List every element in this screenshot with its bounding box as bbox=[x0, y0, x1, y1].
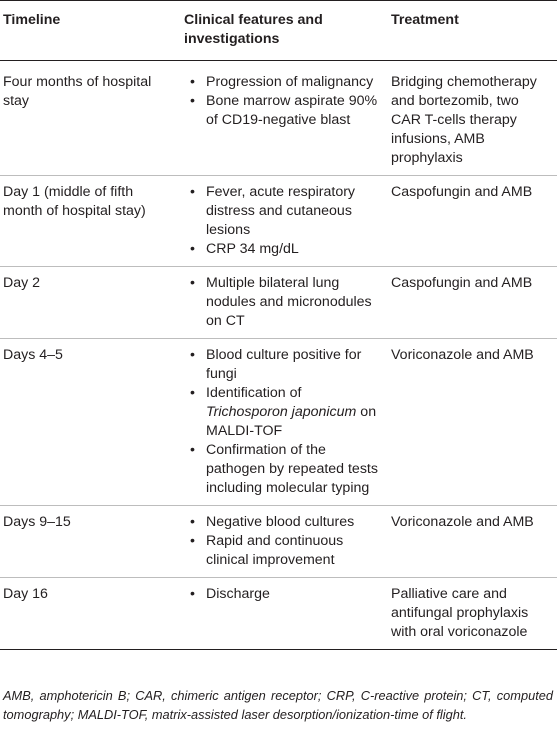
feature-item: • CRP 34 mg/dL bbox=[190, 241, 299, 257]
table-header-row bbox=[0, 1, 557, 61]
table-row bbox=[0, 176, 557, 267]
treatment-cell: Voriconazole and AMB bbox=[391, 514, 534, 530]
bullet-icon: • bbox=[190, 275, 195, 291]
bullet-icon: • bbox=[190, 241, 195, 257]
bullet-icon: • bbox=[190, 385, 195, 401]
timeline-cell: Days 9–15 bbox=[3, 514, 71, 530]
table-row bbox=[0, 506, 557, 578]
table-footnote: AMB, amphotericin B; CAR, chimeric antigen receptor; CRP, C-reactive protein; CT, computed tomography; MALDI-TOF, matrix-assisted laser desorption/ionization-time of flight. bbox=[3, 688, 553, 722]
bullet-icon: • bbox=[190, 442, 195, 458]
feature-item: • Discharge bbox=[190, 586, 270, 602]
features-cell bbox=[178, 267, 385, 339]
feature-item: • Progression of malignancy bbox=[190, 74, 374, 90]
timeline-cell: Days 4–5 bbox=[3, 347, 63, 363]
timeline-cell: Day 16 bbox=[3, 586, 48, 602]
feature-item: • Bone marrow aspirate 90% of CD19-negative blast bbox=[190, 93, 378, 128]
treatment-cell: Caspofungin and AMB bbox=[391, 275, 533, 291]
bullet-icon: • bbox=[190, 74, 195, 90]
bullet-icon: • bbox=[190, 514, 195, 530]
table-row bbox=[0, 578, 557, 650]
feature-item: • Rapid and continuous clinical improvement bbox=[190, 533, 344, 568]
feature-item: • Identification of Trichosporon japonicum on MALDI-TOF bbox=[190, 385, 377, 439]
treatment-cell: Voriconazole and AMB bbox=[391, 347, 534, 363]
table-row bbox=[0, 61, 557, 176]
timeline-cell: Day 2 bbox=[3, 275, 41, 291]
feature-item: • Multiple bilateral lung nodules and micronodules on CT bbox=[190, 275, 372, 329]
treatment-cell: Caspofungin and AMB bbox=[391, 184, 533, 200]
bullet-icon: • bbox=[190, 93, 195, 109]
header-timeline: Timeline bbox=[3, 12, 61, 28]
features-cell bbox=[178, 339, 385, 506]
feature-item: • Confirmation of the pathogen by repeated tests including molecular typing bbox=[190, 442, 378, 496]
timeline-cell: Day 1 (middle of fifth month of hospital stay) bbox=[3, 184, 146, 219]
treatment-cell: Bridging chemotherapy and bortezomib, two CAR T-cells therapy infusions, AMB prophylaxis bbox=[391, 74, 537, 166]
bullet-icon: • bbox=[190, 184, 195, 200]
bullet-icon: • bbox=[190, 586, 195, 602]
treatment-cell: Palliative care and antifungal prophylaxis with oral voriconazole bbox=[391, 586, 529, 640]
bullet-icon: • bbox=[190, 533, 195, 549]
features-cell bbox=[178, 578, 385, 650]
feature-item: • Negative blood cultures bbox=[190, 514, 355, 530]
header-treatment: Treatment bbox=[391, 12, 459, 28]
feature-item: • Blood culture positive for fungi bbox=[190, 347, 362, 382]
species-name: Trichosporon japonicum bbox=[206, 404, 357, 420]
table-row bbox=[0, 339, 557, 506]
bullet-icon: • bbox=[190, 347, 195, 363]
timeline-cell: Four months of hospital stay bbox=[3, 74, 152, 109]
features-cell bbox=[178, 61, 385, 176]
header-clinical-features: Clinical features and investigations bbox=[184, 12, 323, 47]
table-row bbox=[0, 267, 557, 339]
feature-item: • Fever, acute respiratory distress and cutaneous lesions bbox=[190, 184, 356, 238]
features-cell bbox=[178, 506, 385, 578]
features-cell bbox=[178, 176, 385, 267]
